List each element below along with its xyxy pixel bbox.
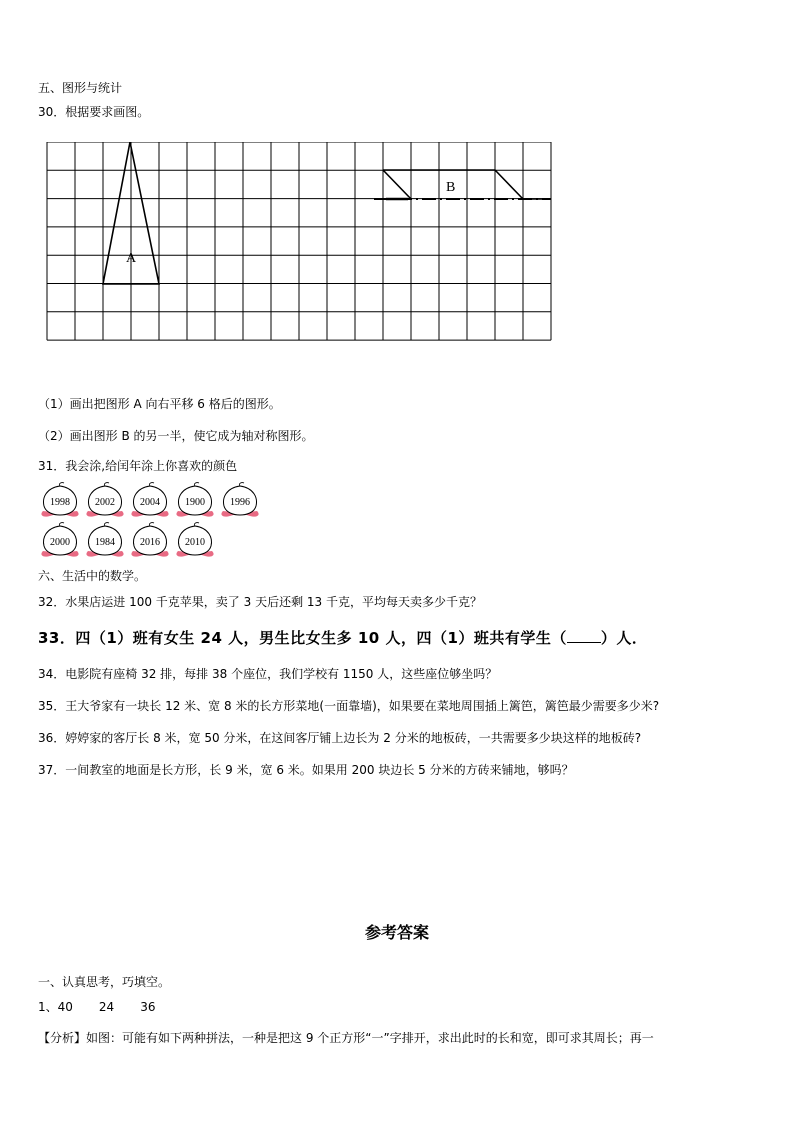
- peach-year-item[interactable]: [173, 482, 217, 520]
- question-31: 31．我会涂,给闰年涂上你喜欢的颜色: [38, 459, 238, 473]
- question-30-part-1: （1）画出把图形 A 向右平移 6 格后的图形。: [38, 397, 281, 411]
- peach-year-label: 2000: [50, 537, 70, 548]
- label-b: B: [446, 180, 456, 195]
- peach-year-label: 2010: [185, 537, 205, 548]
- peach-year-label: 1998: [50, 497, 70, 508]
- peach-year-label: 2004: [140, 497, 160, 508]
- section-heading-6: 六、生活中的数学。: [38, 569, 147, 583]
- peach-year-item[interactable]: [173, 522, 217, 560]
- question-32: 32．水果店运进 100 千克苹果，卖了 3 天后还剩 13 千克，平均每天卖多少千克？: [38, 595, 482, 609]
- answer-1-value-3: 36: [140, 1000, 156, 1014]
- peach-year-item[interactable]: [38, 482, 82, 520]
- peach-year-item[interactable]: [128, 522, 172, 560]
- question-34: 34．电影院有座椅 32 排，每排 38 个座位，我们学校有 1150 人，这些座位够坐吗？: [38, 667, 498, 681]
- question-35: 35．王大爷家有一块长 12 米、宽 8 米的长方形菜地(一面靠墙)，如果要在菜地周围插上篱笆，篱笆最少需要多少米?: [38, 699, 660, 713]
- peach-year-label: 2002: [95, 497, 115, 508]
- answers-title: 参考答案: [364, 923, 429, 942]
- peach-year-item[interactable]: [38, 522, 82, 560]
- question-36: 36．婷婷家的客厅长 8 米，宽 50 分米，在这间客厅铺上边长为 2 分米的地板砖，一共需要多少块这样的地板砖?: [38, 731, 642, 745]
- question-33-prefix: 33．四（1）班有女生 24 人，男生比女生多 10 人，四（1）班共有学生（: [38, 629, 567, 647]
- label-a: A: [126, 251, 137, 266]
- peach-year-item[interactable]: [83, 522, 127, 560]
- peach-year-label: 2016: [140, 537, 160, 548]
- answer-1-value-2: 24: [98, 1000, 115, 1014]
- answer-1-value-1: 1、40: [38, 1000, 73, 1014]
- answer-1: [38, 998, 181, 1015]
- section-heading-5: 五、图形与统计: [38, 81, 123, 95]
- question-33: [38, 628, 647, 648]
- question-30: 30．根据要求画图。: [38, 105, 150, 119]
- peach-year-label: 1984: [95, 537, 115, 548]
- analysis-text: 【分析】如图：可能有如下两种拼法，一种是把这 9 个正方形“一”字排开，求出此时的长和宽，即可求其周长；再一: [38, 1031, 654, 1045]
- question-37: 37．一间教室的地面是长方形，长 9 米，宽 6 米。如果用 200 块边长 5 分米的方砖来铺地，够吗？: [38, 763, 574, 777]
- grid-figure: [46, 142, 552, 342]
- peach-year-item[interactable]: [83, 482, 127, 520]
- question-33-suffix: ）人．: [600, 629, 648, 647]
- section-heading-1: 一、认真思考，巧填空。: [38, 975, 171, 989]
- answer-blank: [567, 628, 601, 643]
- peach-year-label: 1996: [230, 497, 250, 508]
- peach-year-label: 1900: [185, 497, 205, 508]
- question-30-part-2: （2）画出图形 B 的另一半，使它成为轴对称图形。: [38, 429, 314, 443]
- peach-year-item[interactable]: [218, 482, 262, 520]
- peach-year-item[interactable]: [128, 482, 172, 520]
